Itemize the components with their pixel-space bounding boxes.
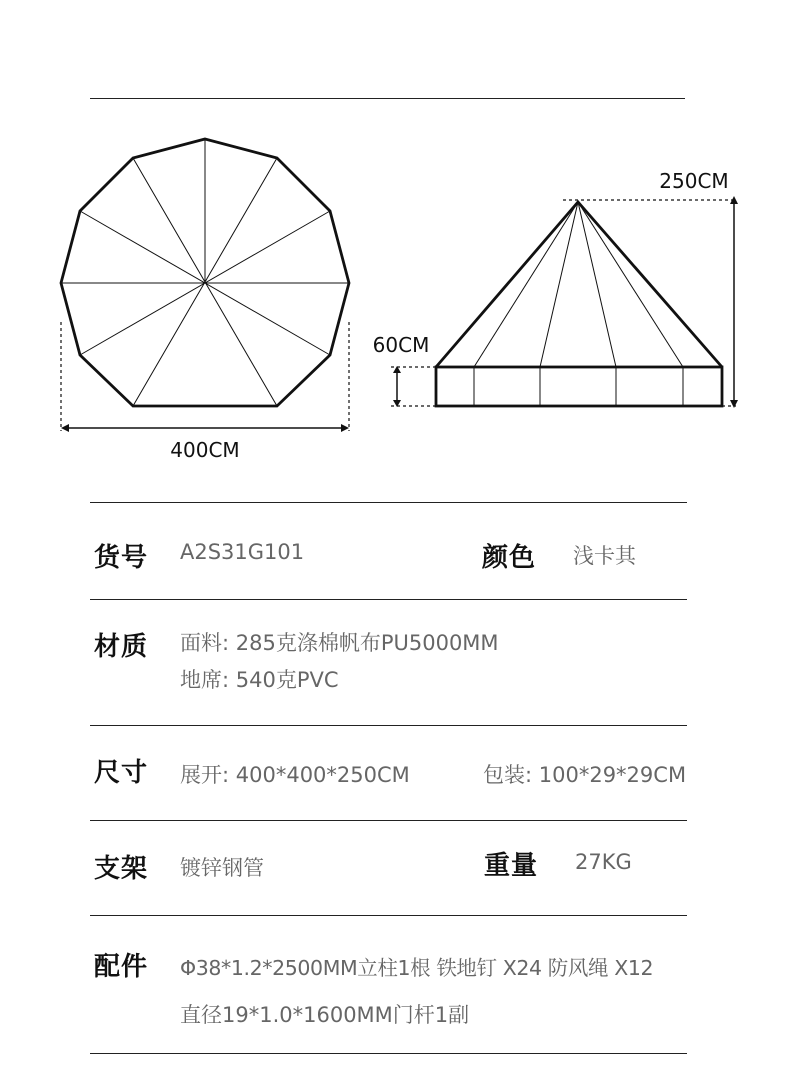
divider (90, 820, 687, 821)
material-floor: 地席: 540克PVC (180, 668, 339, 692)
divider (90, 599, 687, 600)
divider (90, 502, 687, 503)
tent-diagram (0, 0, 790, 480)
tent-side-view (436, 202, 722, 406)
wall-height-label: 60CM (372, 333, 430, 357)
divider (90, 725, 687, 726)
item-no-label: 货号 (94, 543, 149, 573)
frame-label: 支架 (94, 854, 149, 884)
weight-value: 27KG (575, 850, 632, 874)
frame-value: 镀锌钢管 (180, 856, 264, 880)
color-label: 颜色 (482, 543, 537, 573)
divider (90, 1053, 687, 1054)
material-label: 材质 (94, 632, 149, 662)
accessories-label: 配件 (94, 952, 149, 982)
divider (90, 915, 687, 916)
size-pack: 包装: 100*29*29CM (483, 763, 687, 787)
height-dimension (563, 196, 738, 408)
color-value: 浅卡其 (573, 544, 636, 568)
tent-top-view (61, 139, 349, 406)
item-no-value: A2S31G101 (180, 540, 305, 564)
accessories-line1: Φ38*1.2*2500MM立柱1根 铁地钉 X24 防风绳 X12 (180, 956, 654, 980)
width-label: 400CM (170, 438, 240, 462)
material-fabric: 面料: 285克涤棉帆布PU5000MM (180, 631, 499, 655)
accessories-line2: 直径19*1.0*1600MM门杆1副 (180, 1003, 470, 1027)
height-label: 250CM (659, 169, 729, 193)
wall-dimension (391, 366, 436, 407)
size-label: 尺寸 (94, 758, 149, 788)
size-open: 展开: 400*400*250CM (180, 763, 410, 787)
weight-label: 重量 (484, 851, 539, 881)
